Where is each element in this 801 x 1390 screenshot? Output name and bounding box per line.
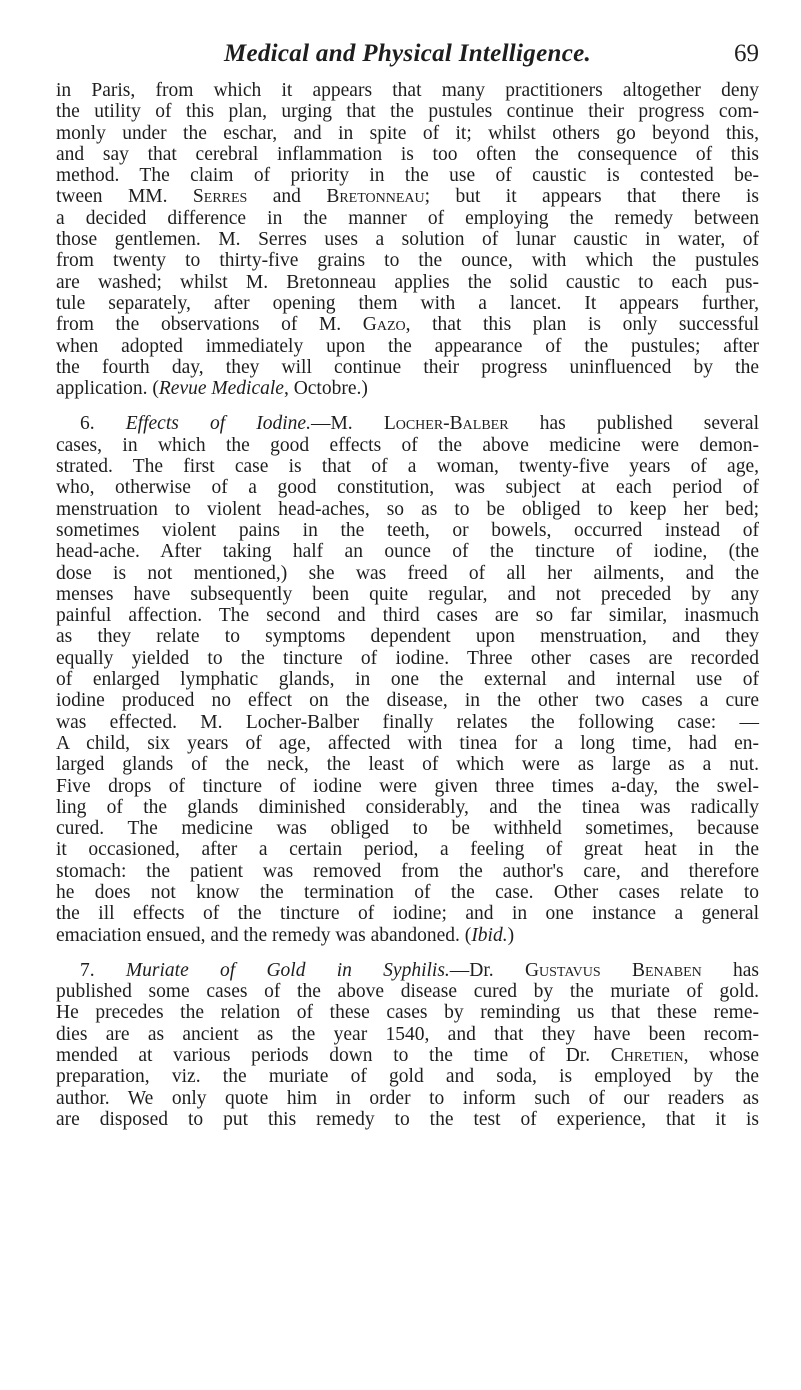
text-line: dose is not mentioned,) she was freed of all her ailments, and the	[56, 562, 759, 584]
text-line: ling of the glands diminished considerably, and the tinea was radically	[56, 796, 759, 818]
text-line: was effected. M. Locher-Balber finally relates the following case: —	[56, 711, 759, 733]
text-line: menstruation to violent head-aches, so as to be obliged to keep her bed;	[56, 498, 759, 520]
text-line: published some cases of the above disease cured by the muriate of gold.	[56, 981, 759, 1003]
text-line: and say that cerebral inflammation is too often the consequence of this	[56, 143, 759, 165]
text-line: he does not know the termination of the case. Other cases relate to	[56, 881, 759, 903]
text-line: are washed; whilst M. Bretonneau applies the solid caustic to each pus-	[56, 271, 759, 293]
text-line: monly under the eschar, and in spite of it; whilst others go beyond this,	[56, 122, 759, 144]
text-line: of enlarged lymphatic glands, in one the external and internal use of	[56, 669, 759, 691]
text-line: application. (Revue Medicale, Octobre.)	[56, 378, 368, 400]
text-line: stomach: the patient was removed from the author's care, and therefore	[56, 860, 759, 882]
text-line: cases, in which the good effects of the above medicine were demon-	[56, 434, 759, 456]
text-line: from the observations of M. Gazo, that this plan is only successful	[56, 314, 759, 336]
text-line: mended at various periods down to the time of Dr. Chretien, whose	[56, 1045, 759, 1067]
text-line: He precedes the relation of these cases by reminding us that these reme-	[56, 1002, 759, 1024]
section-6-first-line: 6. Effects of Iodine.—M. Locher-Balber has published several	[80, 413, 759, 435]
page-number: 69	[734, 40, 759, 67]
text-line: the ill effects of the tincture of iodine; and in one instance a general	[56, 903, 759, 925]
text-line: method. The claim of priority in the use of caustic is contested be-	[56, 165, 759, 187]
text-line: tule separately, after opening them with a lancet. It appears further,	[56, 292, 759, 314]
text-line: author. We only quote him in order to inform such of our readers as	[56, 1087, 759, 1109]
text-line: sometimes violent pains in the teeth, or bowels, occurred instead of	[56, 519, 759, 541]
text-line: strated. The first case is that of a woman, twenty-five years of age,	[56, 456, 759, 478]
text-line: painful affection. The second and third cases are so far similar, inasmuch	[56, 605, 759, 627]
text-line: preparation, viz. the muriate of gold and soda, is employed by the	[56, 1066, 759, 1088]
text-line: emaciation ensued, and the remedy was abandoned. (Ibid.)	[56, 924, 515, 946]
text-line: dies are as ancient as the year 1540, and that they have been recom-	[56, 1023, 759, 1045]
text-line: those gentlemen. M. Serres uses a solution of lunar caustic in water, of	[56, 229, 759, 251]
text-line: cured. The medicine was obliged to be withheld sometimes, because	[56, 818, 759, 840]
text-line: are disposed to put this remedy to the test of experience, that it is	[56, 1108, 759, 1130]
text-line: when adopted immediately upon the appearance of the pustules; after	[56, 335, 759, 357]
text-line: the fourth day, they will continue their progress uninfluenced by the	[56, 356, 759, 378]
body-text	[56, 80, 759, 1130]
text-line: who, otherwise of a good constitution, was subject at each period of	[56, 477, 759, 499]
running-title: Medical and Physical Intelligence.	[223, 40, 592, 67]
text-line: iodine produced no effect on the disease, in the other two cases a cure	[56, 690, 759, 712]
running-head	[56, 40, 759, 80]
text-line: as they relate to symptoms dependent upon menstruation, and they	[56, 626, 759, 648]
text-line: larged glands of the neck, the least of which were as large as a nut.	[56, 754, 759, 776]
text-line: equally yielded to the tincture of iodine. Three other cases are recorded	[56, 647, 759, 669]
text-line: A child, six years of age, affected with tinea for a long time, had en-	[56, 732, 759, 754]
text-line: menses have subsequently been quite regular, and not preceded by any	[56, 583, 759, 605]
text-line: from twenty to thirty-five grains to the ounce, with which the pustules	[56, 250, 759, 272]
text-line: a decided difference in the manner of employing the remedy between	[56, 207, 759, 229]
text-line: the utility of this plan, urging that the pustules continue their progress com-	[56, 101, 759, 123]
text-line: head-ache. After taking half an ounce of the tincture of iodine, (the	[56, 541, 759, 563]
text-line: tween MM. Serres and Bretonneau; but it appears that there is	[56, 186, 759, 208]
text-line: in Paris, from which it appears that many practitioners altogether deny	[56, 80, 759, 101]
text-line: it occasioned, after a certain period, a feeling of great heat in the	[56, 839, 759, 861]
text-line: Five drops of tincture of iodine were given three times a-day, the swel-	[56, 775, 759, 797]
section-7-first-line: 7. Muriate of Gold in Syphilis.—Dr. Gustavus Benaben has	[80, 959, 760, 981]
